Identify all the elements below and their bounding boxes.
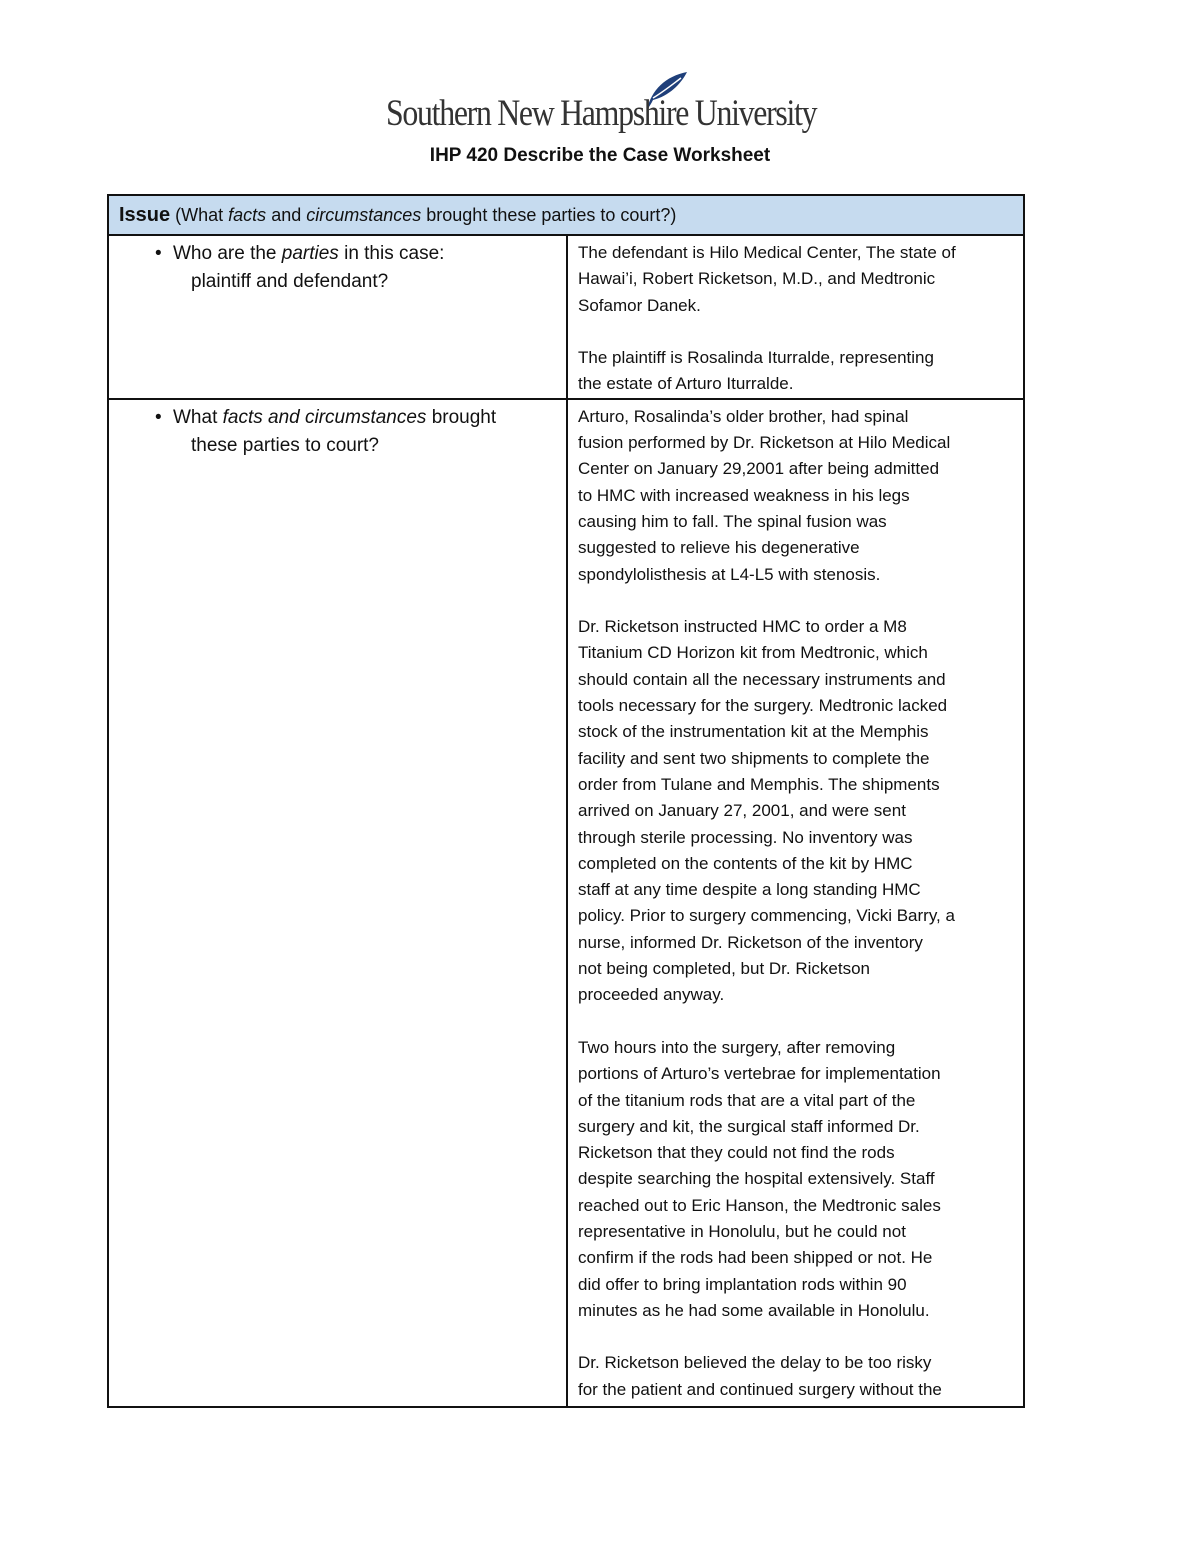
answer-line: Hawai’i, Robert Ricketson, M.D., and Medtronic <box>578 269 936 289</box>
answer-line: proceeded anyway. <box>578 985 725 1005</box>
question-text: in this case: <box>338 243 445 264</box>
answer-line: not being completed, but Dr. Ricketson <box>578 959 870 979</box>
answer-line: the estate of Arturo Iturralde. <box>578 374 794 394</box>
answer-line: despite searching the hospital extensively. Staff <box>578 1169 935 1189</box>
answer-line: portions of Arturo’s vertebrae for implementation <box>578 1064 941 1084</box>
header-text: circumstances <box>306 205 422 225</box>
answer-line: to HMC with increased weakness in his legs <box>578 485 910 505</box>
issue-label: Issue <box>119 204 171 226</box>
logo-text: Southern New Hampshire University <box>386 93 817 134</box>
answer-line: completed on the contents of the kit by HMC <box>578 853 913 873</box>
header-text: facts <box>228 205 267 225</box>
bullet-icon: • <box>155 406 162 428</box>
question-facts <box>108 399 567 1407</box>
answer-line: Center on January 29,2001 after being admitted <box>578 459 940 479</box>
answer-line: suggested to relieve his degenerative <box>578 538 860 558</box>
question-text: Who are the <box>173 243 282 264</box>
header-text: brought these parties to court?) <box>421 205 677 225</box>
answer-line: spondylolisthesis at L4-L5 with stenosis. <box>578 564 881 584</box>
answer-line: Arturo, Rosalinda’s older brother, had spinal <box>578 406 909 426</box>
answer-line: order from Tulane and Memphis. The shipments <box>578 774 940 794</box>
answer-line: for the patient and continued surgery without the <box>578 1379 942 1399</box>
answer-line: The plaintiff is Rosalinda Iturralde, representing <box>578 348 934 368</box>
answer-line: through sterile processing. No inventory was <box>578 827 913 847</box>
answer-line: surgery and kit, the surgical staff informed Dr. <box>578 1116 920 1136</box>
question-text: facts and circumstances <box>222 406 427 428</box>
answer-line: causing him to fall. The spinal fusion was <box>578 511 887 531</box>
answer-line: nurse, informed Dr. Ricketson of the inventory <box>578 932 923 952</box>
header-text: (What <box>170 205 229 225</box>
answer-line: should contain all the necessary instruments and <box>578 669 946 689</box>
answer-line: did offer to bring implantation rods within 90 <box>578 1274 907 1294</box>
answer-line: Dr. Ricketson believed the delay to be too risky <box>578 1353 932 1373</box>
question-text: What <box>173 406 223 428</box>
answer-line: reached out to Eric Hanson, the Medtronic sales <box>578 1195 941 1215</box>
answer-line: minutes as he had some available in Honolulu. <box>578 1300 930 1320</box>
answer-line: Ricketson that they could not find the rods <box>578 1143 895 1163</box>
answer-line: facility and sent two shipments to complete the <box>578 748 930 768</box>
question-text: parties <box>281 243 339 264</box>
answer-line: The defendant is Hilo Medical Center, The state of <box>578 243 956 262</box>
answer-line: stock of the instrumentation kit at the Memphis <box>578 722 929 742</box>
page-title: IHP 420 Describe the Case Worksheet <box>429 145 771 166</box>
snhu-logo <box>386 70 816 140</box>
answer-line: representative in Honolulu, but he could not <box>578 1221 906 1241</box>
answer-facts <box>567 399 1024 1407</box>
answer-line: arrived on January 27, 2001, and were sent <box>578 801 906 821</box>
answer-line: confirm if the rods had been shipped or not. He <box>578 1248 933 1268</box>
answer-line: tools necessary for the surgery. Medtronic lacked <box>578 696 948 716</box>
question-parties <box>108 235 567 399</box>
question-text: these parties to court? <box>191 434 379 456</box>
question-text: plaintiff and defendant? <box>191 271 389 292</box>
header-text: and <box>266 205 307 225</box>
answer-line: Titanium CD Horizon kit from Medtronic, which <box>578 643 928 663</box>
answer-line: policy. Prior to surgery commencing, Vicki Barry, a <box>578 906 955 926</box>
answer-line: Dr. Ricketson instructed HMC to order a M8 <box>578 617 907 637</box>
answer-line: staff at any time despite a long standing HMC <box>578 880 921 900</box>
answer-line: fusion performed by Dr. Ricketson at Hilo Medical <box>578 433 951 453</box>
answer-line: Sofamor Danek. <box>578 295 701 315</box>
case-table <box>107 194 1025 1408</box>
issue-header <box>108 195 1024 235</box>
question-text: brought <box>426 406 497 428</box>
answer-parties <box>567 235 1024 399</box>
answer-line: Two hours into the surgery, after removing <box>578 1037 896 1057</box>
answer-line: of the titanium rods that are a vital part of the <box>578 1090 916 1110</box>
bullet-icon: • <box>155 243 162 264</box>
